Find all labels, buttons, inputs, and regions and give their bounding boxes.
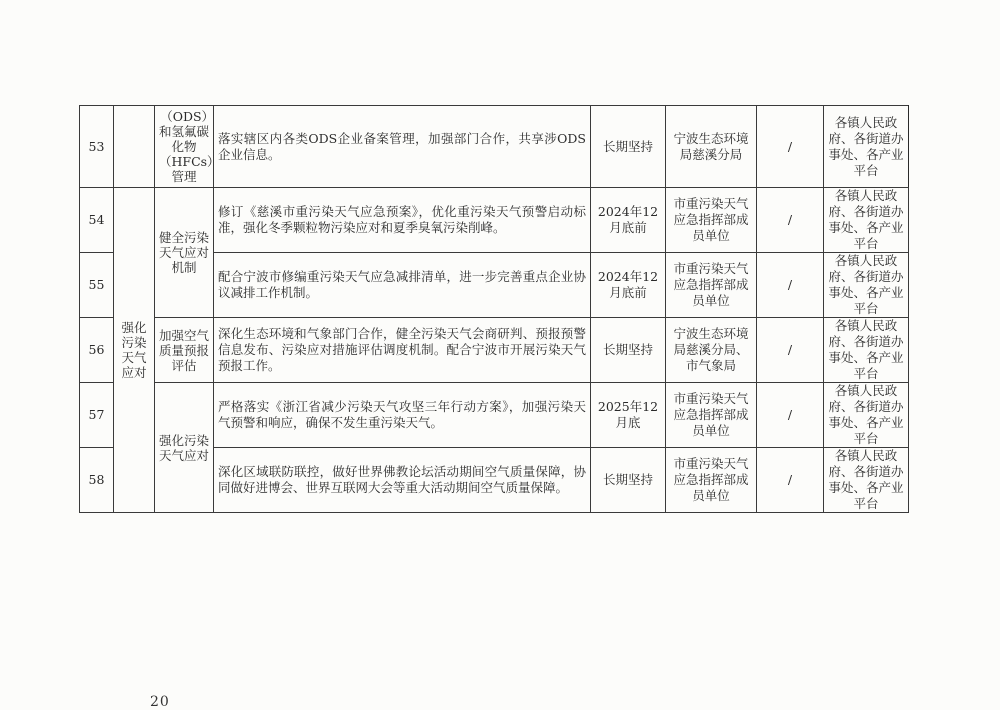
table-row [80,318,909,383]
measure-content: 修订《慈溪市重污染天气应急预案》，优化重污染天气预警启动标准，强化冬季颗粒物污染应对和夏季臭氧污染削峰。 [214,188,591,253]
lead-unit-cell: 市重污染天气应急指挥部成员单位 [666,448,757,513]
lead-unit-cell: 市重污染天气应急指挥部成员单位 [666,188,757,253]
implementing-unit-cell: 各镇人民政府、各街道办事处、各产业平台 [824,253,909,318]
implementing-unit-cell: 各镇人民政府、各街道办事处、各产业平台 [824,188,909,253]
cooperating-unit-cell: / [757,188,824,253]
cooperating-unit-cell: / [757,448,824,513]
lead-unit-cell: 市重污染天气应急指挥部成员单位 [666,253,757,318]
row-number: 58 [80,448,114,513]
deadline-cell: 2024年12月底前 [591,188,666,253]
deadline-cell: 长期坚持 [591,318,666,383]
lead-unit-cell: 宁波生态环境局慈溪分局 [666,106,757,188]
implementing-unit-cell: 各镇人民政府、各街道办事处、各产业平台 [824,383,909,448]
task-cell: 强化污染天气应对 [155,383,214,513]
row-number: 57 [80,383,114,448]
table-row [80,383,909,448]
table-row [80,106,909,188]
task-cell: 健全污染天气应对机制 [155,188,214,318]
page-number: 20 [150,694,170,710]
task-cell: （ODS）和氢氟碳化物（HFCs）管理 [155,106,214,188]
measure-content: 配合宁波市修编重污染天气应急减排清单，进一步完善重点企业协议减排工作机制。 [214,253,591,318]
measure-content: 深化区域联防联控，做好世界佛教论坛活动期间空气质量保障，协同做好进博会、世界互联网大会等重大活动期间空气质量保障。 [214,448,591,513]
implementing-unit-cell: 各镇人民政府、各街道办事处、各产业平台 [824,106,909,188]
cooperating-unit-cell: / [757,383,824,448]
measures-table [79,105,909,513]
category-cell-empty [114,106,155,188]
implementing-unit-cell: 各镇人民政府、各街道办事处、各产业平台 [824,448,909,513]
lead-unit-cell: 市重污染天气应急指挥部成员单位 [666,383,757,448]
row-number: 55 [80,253,114,318]
deadline-cell: 长期坚持 [591,106,666,188]
category-cell: 强化污染天气应对 [114,188,155,513]
measure-content: 严格落实《浙江省减少污染天气攻坚三年行动方案》，加强污染天气预警和响应，确保不发生重污染天气。 [214,383,591,448]
deadline-cell: 长期坚持 [591,448,666,513]
row-number: 54 [80,188,114,253]
deadline-cell: 2025年12月底 [591,383,666,448]
cooperating-unit-cell: / [757,318,824,383]
lead-unit-cell: 宁波生态环境局慈溪分局、市气象局 [666,318,757,383]
implementing-unit-cell: 各镇人民政府、各街道办事处、各产业平台 [824,318,909,383]
row-number: 53 [80,106,114,188]
deadline-cell: 2024年12月底前 [591,253,666,318]
measure-content: 深化生态环境和气象部门合作，健全污染天气会商研判、预报预警信息发布、污染应对措施评估调度机制。配合宁波市开展污染天气预报工作。 [214,318,591,383]
cooperating-unit-cell: / [757,106,824,188]
task-cell: 加强空气质量预报评估 [155,318,214,383]
row-number: 56 [80,318,114,383]
cooperating-unit-cell: / [757,253,824,318]
measure-content: 落实辖区内各类ODS企业备案管理，加强部门合作，共享涉ODS企业信息。 [214,106,591,188]
table-row [80,188,909,253]
